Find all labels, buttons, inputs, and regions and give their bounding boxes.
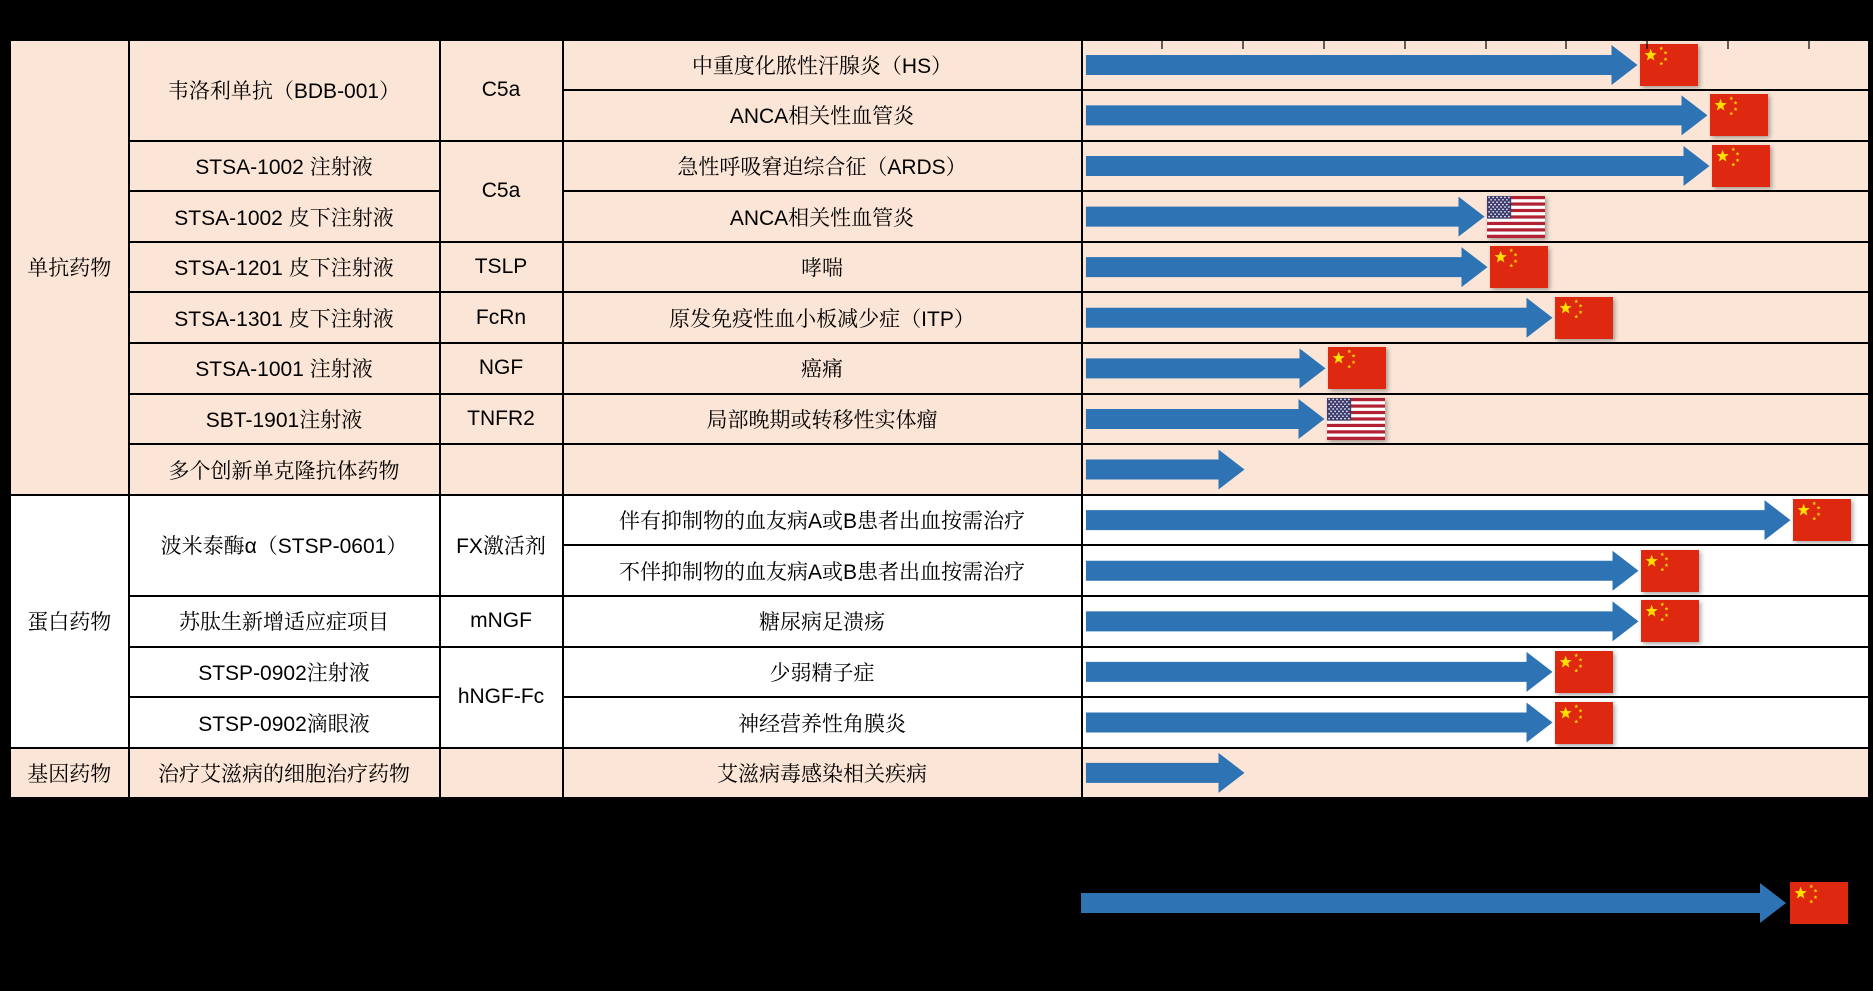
progress-arrow bbox=[1086, 146, 1710, 186]
region-flag bbox=[1487, 196, 1545, 238]
progress-arrow bbox=[1086, 399, 1325, 439]
pipeline-table bbox=[8, 38, 1871, 800]
progress-cell bbox=[1082, 90, 1870, 141]
progress-cell bbox=[1082, 444, 1870, 495]
indication-cell: 神经营养性角膜炎 bbox=[563, 697, 1082, 748]
indication-cell: 局部晚期或转移性实体瘤 bbox=[563, 394, 1082, 445]
drug-name-cell: 治疗艾滋病的细胞治疗药物 bbox=[129, 748, 440, 799]
target-cell: TSLP bbox=[440, 242, 563, 293]
progress-arrow bbox=[1086, 95, 1708, 135]
china-flag-icon bbox=[1640, 44, 1698, 86]
progress-cell bbox=[1082, 191, 1870, 242]
china-flag-icon bbox=[1490, 246, 1548, 288]
target-cell: NGF bbox=[440, 343, 563, 394]
progress-arrow bbox=[1086, 753, 1245, 793]
region-flag bbox=[1555, 297, 1613, 339]
indication-cell: 哮喘 bbox=[563, 242, 1082, 293]
region-flag bbox=[1328, 347, 1386, 389]
drug-name-cell: STSA-1201 皮下注射液 bbox=[129, 242, 440, 293]
phase-tick bbox=[1404, 41, 1406, 49]
table-row bbox=[10, 748, 1870, 799]
progress-arrow bbox=[1086, 703, 1553, 743]
category-cell: 基因药物 bbox=[10, 748, 129, 799]
region-flag bbox=[1327, 398, 1385, 440]
category-cell: 单抗药物 bbox=[10, 40, 129, 495]
legend-arrow bbox=[1081, 883, 1786, 923]
region-flag bbox=[1640, 44, 1698, 86]
drug-name-cell: 苏肽生新增适应症项目 bbox=[129, 596, 440, 647]
table-row bbox=[10, 596, 1870, 647]
drug-name-cell: 波米泰酶α（STSP-0601） bbox=[129, 495, 440, 596]
usa-flag-icon bbox=[1487, 196, 1545, 238]
indication-cell: ANCA相关性血管炎 bbox=[563, 90, 1082, 141]
drug-name-cell: STSA-1301 皮下注射液 bbox=[129, 292, 440, 343]
progress-arrow bbox=[1086, 45, 1638, 85]
progress-cell bbox=[1082, 292, 1870, 343]
china-flag-icon bbox=[1712, 145, 1770, 187]
progress-cell bbox=[1082, 748, 1870, 799]
phase-tick bbox=[1727, 41, 1729, 49]
phase-tick bbox=[1242, 41, 1244, 49]
indication-cell: 伴有抑制物的血友病A或B患者出血按需治疗 bbox=[563, 495, 1082, 546]
china-flag-icon bbox=[1555, 651, 1613, 693]
indication-cell: 不伴抑制物的血友病A或B患者出血按需治疗 bbox=[563, 545, 1082, 596]
china-flag-icon bbox=[1641, 600, 1699, 642]
indication-cell: 癌痛 bbox=[563, 343, 1082, 394]
phase-tick bbox=[1323, 41, 1325, 49]
indication-cell: 糖尿病足溃疡 bbox=[563, 596, 1082, 647]
phase-tick bbox=[1565, 41, 1567, 49]
region-flag bbox=[1793, 499, 1851, 541]
target-cell bbox=[440, 444, 563, 495]
drug-name-cell: STSA-1001 注射液 bbox=[129, 343, 440, 394]
drug-name-cell: 多个创新单克隆抗体药物 bbox=[129, 444, 440, 495]
table-row bbox=[10, 444, 1870, 495]
china-flag-icon bbox=[1793, 499, 1851, 541]
indication-cell: 急性呼吸窘迫综合征（ARDS） bbox=[563, 141, 1082, 192]
table-row bbox=[10, 40, 1870, 91]
target-cell: C5a bbox=[440, 141, 563, 242]
region-flag bbox=[1641, 600, 1699, 642]
progress-arrow bbox=[1086, 298, 1553, 338]
drug-name-cell: STSA-1002 注射液 bbox=[129, 141, 440, 192]
progress-cell bbox=[1082, 596, 1870, 647]
china-flag-icon bbox=[1555, 702, 1613, 744]
table-row bbox=[10, 292, 1870, 343]
table-row bbox=[10, 697, 1870, 748]
progress-arrow bbox=[1086, 652, 1553, 692]
progress-cell bbox=[1082, 697, 1870, 748]
progress-cell bbox=[1082, 343, 1870, 394]
legend-china-flag-icon bbox=[1790, 882, 1848, 924]
china-flag-icon bbox=[1328, 347, 1386, 389]
region-flag bbox=[1641, 550, 1699, 592]
usa-flag-icon bbox=[1327, 398, 1385, 440]
progress-arrow bbox=[1086, 500, 1791, 540]
legend-region-flag bbox=[1790, 882, 1848, 924]
table-row bbox=[10, 141, 1870, 192]
progress-arrow bbox=[1086, 348, 1326, 388]
indication-cell: 原发免疫性血小板减少症（ITP） bbox=[563, 292, 1082, 343]
indication-cell: 艾滋病毒感染相关疾病 bbox=[563, 748, 1082, 799]
china-flag-icon bbox=[1710, 94, 1768, 136]
drug-name-cell: SBT-1901注射液 bbox=[129, 394, 440, 445]
target-cell: FX激活剂 bbox=[440, 495, 563, 596]
table-row bbox=[10, 495, 1870, 546]
progress-arrow bbox=[1086, 551, 1639, 591]
drug-name-cell: STSP-0902注射液 bbox=[129, 647, 440, 698]
region-flag bbox=[1490, 246, 1548, 288]
progress-cell bbox=[1082, 394, 1870, 445]
indication-cell bbox=[563, 444, 1082, 495]
table-row bbox=[10, 394, 1870, 445]
drug-name-cell: STSP-0902滴眼液 bbox=[129, 697, 440, 748]
table-row bbox=[10, 191, 1870, 242]
target-cell: TNFR2 bbox=[440, 394, 563, 445]
table-row bbox=[10, 343, 1870, 394]
progress-cell bbox=[1082, 647, 1870, 698]
region-flag bbox=[1710, 94, 1768, 136]
progress-cell bbox=[1082, 495, 1870, 546]
china-flag-icon bbox=[1641, 550, 1699, 592]
phase-tick bbox=[1485, 41, 1487, 49]
table-row bbox=[10, 647, 1870, 698]
region-flag bbox=[1555, 702, 1613, 744]
progress-arrow bbox=[1086, 450, 1245, 490]
progress-cell bbox=[1082, 545, 1870, 596]
drug-name-cell: STSA-1002 皮下注射液 bbox=[129, 191, 440, 242]
target-cell: FcRn bbox=[440, 292, 563, 343]
region-flag bbox=[1555, 651, 1613, 693]
indication-cell: ANCA相关性血管炎 bbox=[563, 191, 1082, 242]
progress-cell bbox=[1082, 40, 1870, 91]
category-cell: 蛋白药物 bbox=[10, 495, 129, 748]
phase-tick bbox=[1646, 41, 1648, 49]
drug-name-cell: 韦洛利单抗（BDB-001） bbox=[129, 40, 440, 141]
indication-cell: 中重度化脓性汗腺炎（HS） bbox=[563, 40, 1082, 91]
indication-cell: 少弱精子症 bbox=[563, 647, 1082, 698]
target-cell: hNGF-Fc bbox=[440, 647, 563, 748]
phase-tick bbox=[1161, 41, 1163, 49]
progress-arrow bbox=[1086, 247, 1488, 287]
progress-arrow bbox=[1086, 197, 1485, 237]
target-cell: C5a bbox=[440, 40, 563, 141]
progress-cell bbox=[1082, 242, 1870, 293]
target-cell: mNGF bbox=[440, 596, 563, 647]
progress-arrow bbox=[1086, 601, 1639, 641]
target-cell bbox=[440, 748, 563, 799]
phase-tick bbox=[1808, 41, 1810, 49]
region-flag bbox=[1712, 145, 1770, 187]
china-flag-icon bbox=[1555, 297, 1613, 339]
table-row bbox=[10, 242, 1870, 293]
progress-cell bbox=[1082, 141, 1870, 192]
